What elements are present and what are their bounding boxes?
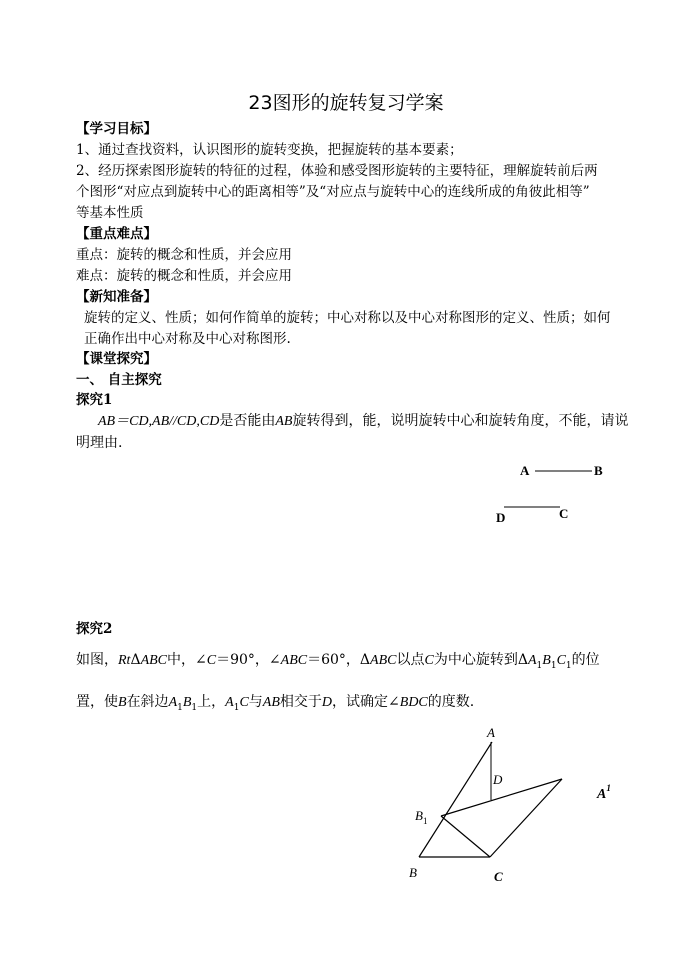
text-run: 中，∠ — [167, 652, 207, 668]
text-run: 1 — [177, 702, 183, 713]
exploration-1-text-a: 是否能由 — [219, 413, 276, 429]
exploration-2-heading: 探究2 — [76, 621, 113, 637]
exploration-1-line-2: 明理由. — [76, 435, 123, 451]
text-run: 的度数. — [427, 694, 475, 710]
label-d: D — [493, 772, 503, 787]
text-run: 1 — [536, 660, 543, 671]
text-run: 的位 — [571, 652, 600, 668]
key-point: 重点：旋转的概念和性质，并会应用 — [76, 247, 292, 263]
text-run: A — [225, 695, 234, 710]
text-run: 与 — [248, 694, 263, 710]
label-a1: $A^1$ — [597, 783, 611, 802]
text-run: 1 — [191, 702, 198, 713]
text-run: C — [556, 653, 566, 668]
rotation-triangle-figure — [395, 720, 635, 890]
label-b: B — [594, 463, 603, 478]
text-run: B — [542, 653, 551, 668]
text-run: C — [206, 653, 217, 668]
text-run: 如图， — [76, 652, 118, 668]
text-run: 1 — [565, 660, 572, 671]
side-b1c — [441, 816, 490, 857]
exploration-1-line-1 — [98, 411, 628, 432]
label-b: B — [409, 865, 417, 880]
exploration-1-text-b: 旋转得到，能，说明旋转中心和旋转角度，不能，请说 — [292, 413, 629, 429]
text-run: ＝60°，Δ — [307, 652, 371, 668]
segments-figure — [480, 455, 620, 530]
side-a1c — [490, 779, 562, 857]
text-run: C — [239, 695, 249, 710]
label-c: C — [494, 869, 503, 884]
label-a: A — [520, 463, 530, 478]
difficulty-point: 难点：旋转的概念和性质，并会应用 — [76, 268, 292, 284]
text-run: A — [527, 653, 537, 668]
text-run: ＝90°，∠ — [216, 652, 281, 668]
text-run: ABC — [140, 653, 168, 668]
page-title: 23图形的旋转复习学案 — [248, 92, 444, 114]
text-run: 在斜边 — [126, 694, 169, 710]
text-run: 为中心旋转到Δ — [433, 652, 528, 668]
side-ab — [419, 742, 492, 857]
preparation-heading: 【新知准备】 — [76, 289, 157, 305]
text-run: D — [321, 695, 333, 710]
text-run: B — [182, 695, 192, 710]
exploration-2-line-1 — [76, 650, 600, 676]
goal-2-line-3: 等基本性质 — [76, 205, 144, 221]
text-run: 1 — [233, 702, 240, 713]
exploration-1-heading: 探究1 — [76, 392, 113, 408]
text-run: BDC — [399, 695, 428, 710]
text-run: 置，使 — [76, 694, 118, 710]
text-run: Δ — [130, 652, 141, 668]
key-points-heading: 【重点难点】 — [76, 226, 157, 242]
exploration-1-condition: AB＝CD,AB//CD,CD — [98, 414, 220, 429]
text-run: 相交于 — [279, 694, 322, 710]
text-run: B — [118, 695, 127, 710]
label-d: D — [496, 510, 506, 525]
label-c: C — [559, 506, 569, 521]
text-run: A — [168, 695, 178, 710]
goal-1: 1、通过查找资料，认识图形的旋转变换，把握旋转的基本要素； — [76, 142, 463, 158]
preparation-line-1: 旋转的定义、性质；如何作简单的旋转；中心对称以及中心对称图形的定义、性质；如何 — [84, 310, 611, 326]
label-b1: $B_1$ — [415, 808, 428, 826]
exploration-1-ab: AB — [275, 414, 293, 429]
text-run: ，试确定∠ — [332, 694, 400, 710]
text-run: 以点 — [396, 652, 425, 668]
preparation-line-2: 正确作出中心对称及中心对称图形. — [84, 331, 291, 347]
goal-2-line-2: 个图形“对应点到旋转中心的距离相等”及“对应点与旋转中心的连线所成的角彼此相等” — [76, 184, 590, 200]
text-run: AB — [262, 695, 280, 710]
class-exploration-heading: 【课堂探究】 — [76, 351, 157, 367]
text-run: Rt — [118, 653, 131, 668]
text-run: C — [424, 653, 434, 668]
goals-heading: 【学习目标】 — [76, 121, 157, 137]
text-run: 1 — [550, 660, 557, 671]
part-one-heading: 一、 自主探究 — [76, 372, 162, 388]
goal-2-line-1: 2、经历探索图形旋转的特征的过程，体验和感受图形旋转的主要特征，理解旋转前后两 — [76, 163, 598, 179]
text-run: 上， — [197, 694, 226, 710]
label-a: A — [487, 725, 495, 740]
exploration-2-line-2 — [76, 692, 474, 718]
text-run: ABC — [370, 653, 397, 668]
text-run: ABC — [280, 653, 308, 668]
